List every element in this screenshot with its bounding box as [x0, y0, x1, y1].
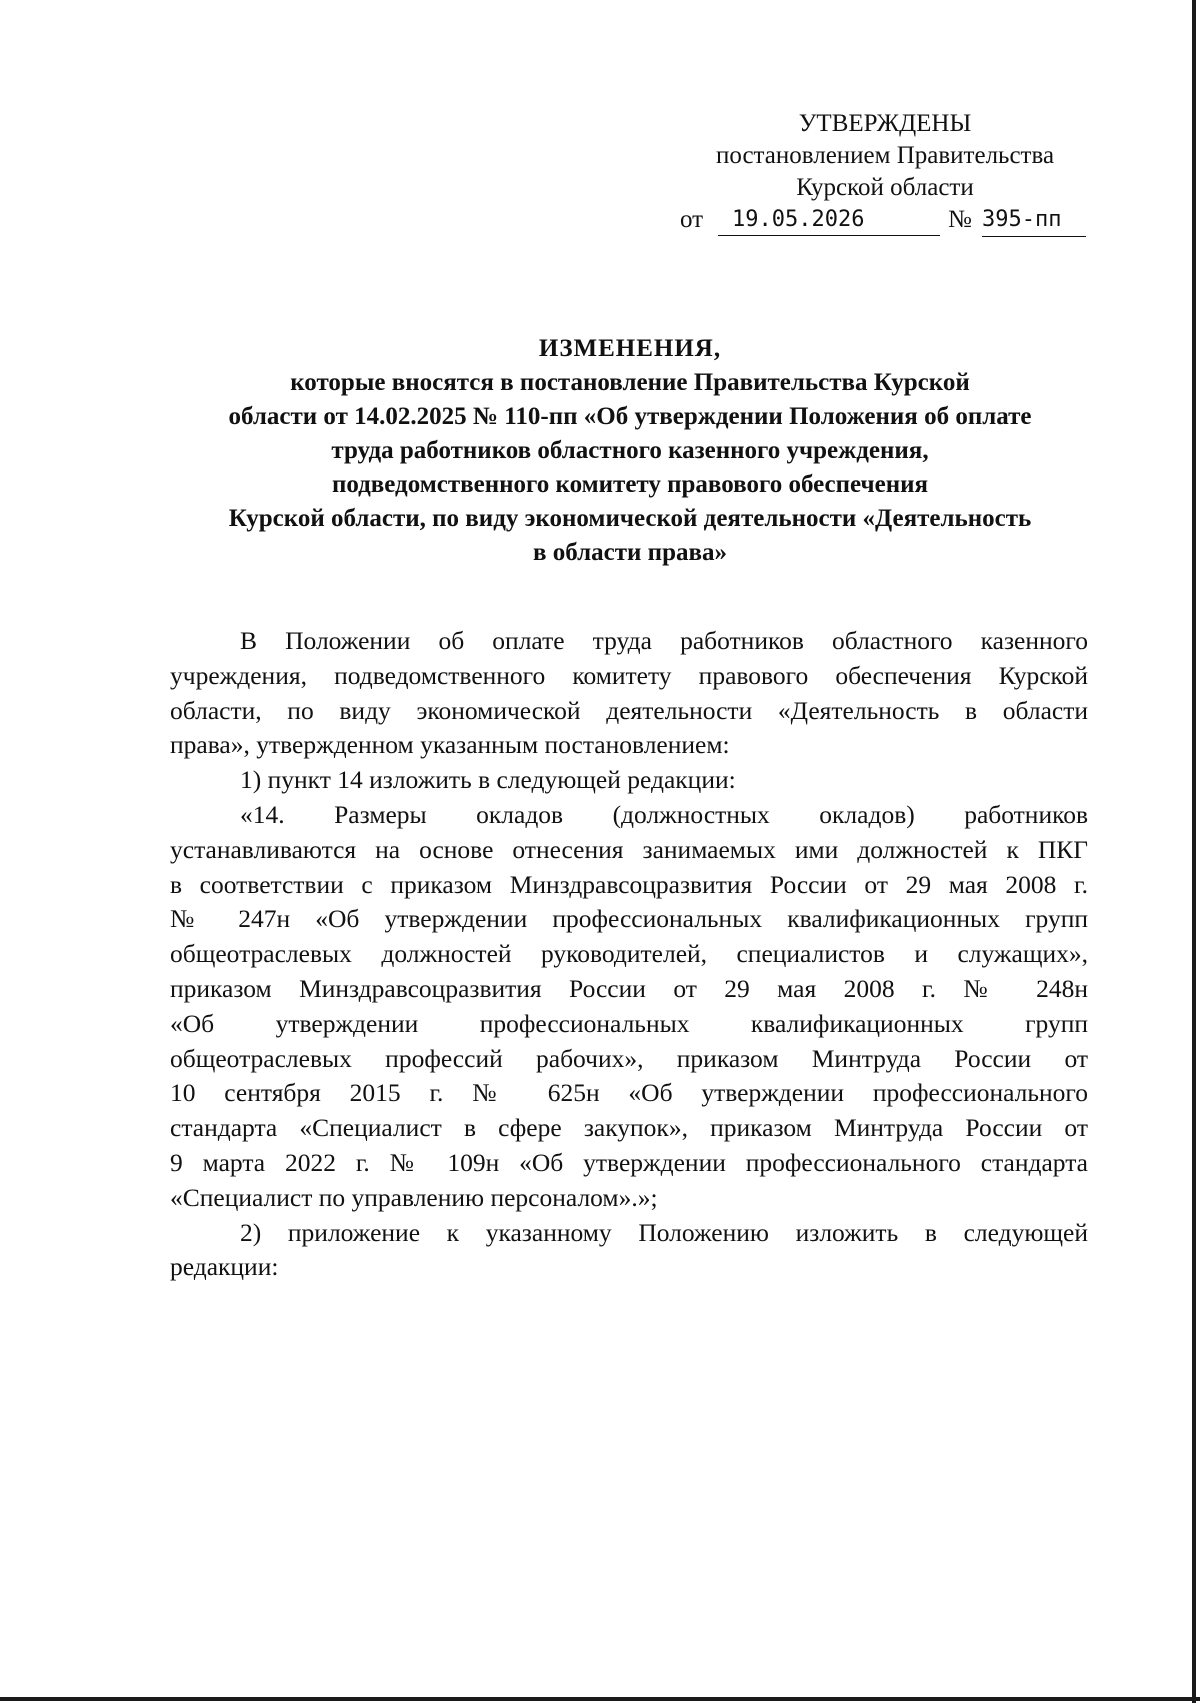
- title-line: в области права»: [533, 539, 727, 566]
- title-line: труда работников областного казенного учреждения,: [331, 437, 929, 464]
- number-sign: №: [948, 206, 972, 233]
- page-edge-bottom: [0, 1697, 1200, 1701]
- body-line: области, по виду экономической деятельности «Деятельность в области: [170, 695, 1088, 725]
- body-line: 10 сентября 2015 г. № 625н «Об утверждении профессионального: [170, 1078, 1088, 1108]
- body-line: устанавливаются на основе отнесения занимаемых ими должностей к ПКГ: [170, 834, 1088, 864]
- document-title: [170, 332, 1090, 570]
- approval-line-1: постановлением Правительства: [715, 142, 1055, 169]
- body-line: учреждения, подведомственного комитету правового обеспечения Курской: [170, 660, 1088, 690]
- body-line: «Специалист по управлению персоналом».»;: [170, 1182, 658, 1212]
- body-line: в соответствии с приказом Минздравсоцразвития России от 29 мая 2008 г.: [170, 869, 1088, 899]
- body-line: приказом Минздравсоцразвития России от 29 мая 2008 г. № 248н: [170, 973, 1088, 1003]
- body-line: стандарта «Специалист в сфере закупок», приказом Минтруда России от: [170, 1113, 1088, 1143]
- date-prefix: от: [680, 206, 704, 233]
- body-line: общеотраслевых должностей руководителей, специалистов и служащих»,: [170, 939, 1088, 969]
- page-edge-right: [1192, 0, 1196, 1703]
- approval-number: 395-пп: [982, 204, 1086, 237]
- title-line: области от 14.02.2025 № 110-пп «Об утверждении Положения об оплате: [228, 403, 1032, 430]
- body-line: 9 марта 2022 г. № 109н «Об утверждении профессионального стандарта: [170, 1147, 1088, 1177]
- body-line: В Положении об оплате труда работников областного казенного: [240, 626, 1088, 655]
- body-line: 1) пункт 14 изложить в следующей редакции:: [240, 765, 736, 795]
- body-line: «Об утверждении профессиональных квалификационных групп: [170, 1008, 1088, 1038]
- body-line: редакции:: [170, 1252, 279, 1282]
- body-line: общеотраслевых профессий рабочих», приказом Минтруда России от: [170, 1043, 1088, 1073]
- approval-heading: УТВЕРЖДЕНЫ: [798, 110, 972, 137]
- body-line: № 247н «Об утверждении профессиональных квалификационных групп: [170, 904, 1088, 934]
- title-main: ИЗМЕНЕНИЯ,: [538, 335, 722, 362]
- approval-date-line: [680, 204, 1090, 236]
- title-line: подведомственного комитету правового обеспечения: [331, 471, 929, 498]
- body-line: права», утвержденном указанным постановлением:: [170, 730, 730, 760]
- document-body: [170, 624, 1088, 1285]
- title-line: Курской области, по виду экономической деятельности «Деятельность: [228, 505, 1032, 532]
- approval-stamp: [680, 108, 1090, 236]
- approval-line-2: Курской области: [796, 174, 974, 201]
- body-line: 2) приложение к указанному Положению изложить в следующей: [240, 1217, 1088, 1247]
- body-line: «14. Размеры окладов (должностных окладов) работников: [240, 799, 1088, 829]
- approval-date: 19.05.2026: [718, 204, 940, 236]
- title-line: которые вносятся в постановление Правительства Курской: [290, 369, 970, 396]
